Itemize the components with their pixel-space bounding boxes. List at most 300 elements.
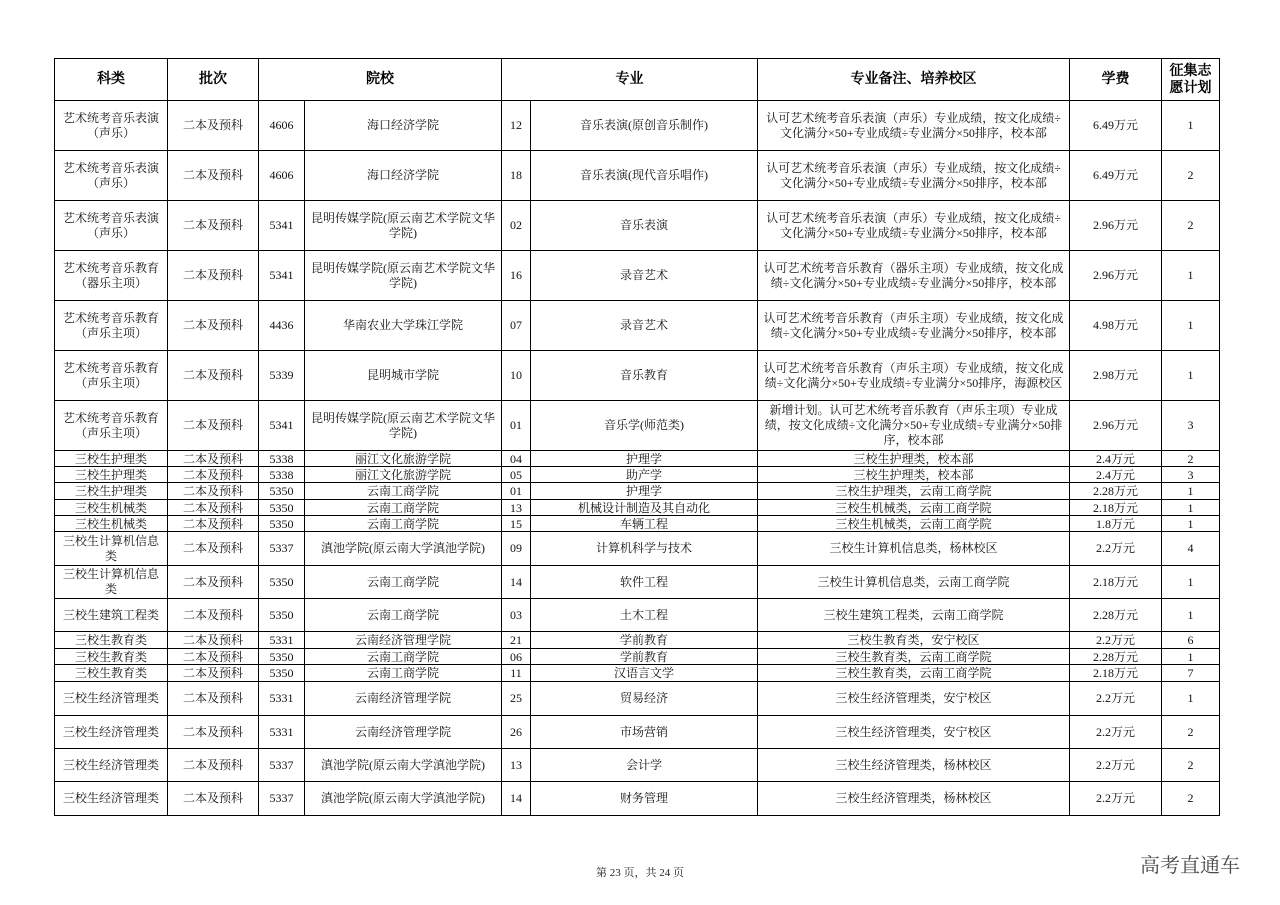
school-name-cell bbox=[305, 201, 502, 251]
fee-cell bbox=[1070, 401, 1162, 451]
school-code-cell bbox=[259, 716, 305, 749]
major-code-cell bbox=[502, 251, 531, 301]
major-code-cell bbox=[502, 483, 531, 500]
remark-text: 三校生护理类，云南工商学院 bbox=[835, 484, 992, 498]
major-name-text: 音乐教育 bbox=[619, 368, 668, 382]
remark-cell bbox=[758, 716, 1070, 749]
fee-text: 2.2万元 bbox=[1095, 633, 1135, 647]
fee-cell bbox=[1070, 516, 1162, 532]
remark-text: 三校生经济管理类，安宁校区 bbox=[835, 724, 992, 739]
school-code-cell-box bbox=[259, 401, 304, 450]
school-code-cell-box bbox=[259, 665, 304, 681]
plan-count-cell-box bbox=[1162, 251, 1219, 300]
major-name-cell bbox=[531, 201, 758, 251]
remark-text: 三校生经济管理类，安宁校区 bbox=[835, 691, 992, 705]
fee-cell bbox=[1070, 500, 1162, 516]
major-name-cell bbox=[531, 351, 758, 401]
category-cell-box bbox=[55, 665, 167, 681]
remark-text: 三校生教育类，安宁校区 bbox=[847, 633, 980, 647]
plan-count-cell bbox=[1162, 516, 1220, 532]
batch-cell bbox=[168, 451, 259, 467]
major-code-text: 21 bbox=[510, 633, 522, 647]
category-text: 艺术统考音乐教育（声乐主项） bbox=[62, 360, 159, 390]
category-text: 三校生护理类 bbox=[74, 451, 147, 466]
major-name-cell-box bbox=[531, 500, 757, 515]
school-code-cell-box bbox=[259, 483, 304, 499]
category-cell bbox=[55, 716, 168, 749]
school-name-cell bbox=[305, 599, 502, 632]
remark-text: 新增计划。认可艺术统考音乐教育（声乐主项）专业成绩，按文化成绩÷文化满分×50+专业成绩÷专业满分×50排序，校本部 bbox=[764, 403, 1063, 447]
category-cell-box bbox=[55, 483, 167, 499]
major-code-cell bbox=[502, 649, 531, 665]
batch-text: 二本及预科 bbox=[182, 633, 243, 647]
major-name-cell bbox=[531, 483, 758, 500]
category-cell-box bbox=[55, 749, 167, 781]
school-code-cell-box bbox=[259, 749, 304, 781]
plan-count-cell bbox=[1162, 201, 1220, 251]
major-name-text: 学前教育 bbox=[619, 649, 668, 664]
batch-cell-box bbox=[168, 665, 258, 681]
major-name-text: 录音艺术 bbox=[619, 268, 668, 282]
major-code-cell-box bbox=[502, 351, 530, 400]
major-code-cell bbox=[502, 351, 531, 401]
table-row bbox=[55, 782, 1220, 816]
category-cell-box bbox=[55, 599, 167, 631]
major-code-cell-box bbox=[502, 716, 530, 748]
major-name-cell bbox=[531, 101, 758, 151]
plan-count-text: 2 bbox=[1187, 168, 1194, 182]
remark-cell-box bbox=[758, 682, 1069, 715]
table-row bbox=[55, 301, 1220, 351]
remark-text: 三校生教育类，云南工商学院 bbox=[835, 649, 992, 664]
category-text: 三校生教育类 bbox=[74, 633, 147, 647]
school-code-text: 5331 bbox=[269, 691, 294, 705]
school-name-text: 云南经济管理学院 bbox=[354, 633, 451, 647]
table-row bbox=[55, 483, 1220, 500]
school-name-cell-box bbox=[305, 301, 501, 350]
school-name-cell-box bbox=[305, 201, 501, 250]
remark-cell-box bbox=[758, 500, 1069, 515]
fee-text: 1.8万元 bbox=[1095, 516, 1135, 531]
major-name-cell-box bbox=[531, 599, 757, 631]
major-code-text: 14 bbox=[510, 574, 522, 589]
school-name-cell bbox=[305, 782, 502, 816]
major-code-text: 14 bbox=[510, 791, 522, 805]
major-name-cell-box bbox=[531, 401, 757, 450]
plan-count-cell-box bbox=[1162, 649, 1219, 664]
school-code-cell bbox=[259, 483, 305, 500]
fee-text: 2.18万元 bbox=[1092, 574, 1138, 589]
plan-count-cell-box bbox=[1162, 500, 1219, 515]
school-name-cell-box bbox=[305, 401, 501, 450]
school-code-cell bbox=[259, 632, 305, 649]
plan-count-text: 2 bbox=[1187, 791, 1194, 805]
page-number: 第 23 页，共 24 页 bbox=[596, 867, 684, 879]
category-cell-box bbox=[55, 351, 167, 400]
major-code-text: 25 bbox=[510, 691, 522, 705]
school-code-cell bbox=[259, 682, 305, 716]
school-code-cell bbox=[259, 532, 305, 566]
school-code-cell bbox=[259, 500, 305, 516]
remark-text: 认可艺术统考音乐教育（声乐主项）专业成绩，按文化成绩÷文化满分×50+专业成绩÷专业满分×50排序，校本部 bbox=[763, 310, 1064, 340]
major-code-cell bbox=[502, 532, 531, 566]
major-code-text: 03 bbox=[510, 607, 522, 622]
category-cell bbox=[55, 649, 168, 665]
table-row bbox=[55, 599, 1220, 632]
plan-count-cell-box bbox=[1162, 301, 1219, 350]
header-remark-cell bbox=[758, 59, 1070, 101]
school-code-cell bbox=[259, 101, 305, 151]
major-code-cell bbox=[502, 665, 531, 682]
plan-count-cell bbox=[1162, 401, 1220, 451]
batch-text: 二本及预科 bbox=[182, 791, 243, 805]
plan-count-cell bbox=[1162, 483, 1220, 500]
fee-cell bbox=[1070, 599, 1162, 632]
remark-text: 三校生计算机信息类，云南工商学院 bbox=[817, 574, 1010, 589]
batch-cell bbox=[168, 716, 259, 749]
major-code-cell-box bbox=[502, 632, 530, 648]
plan-count-cell bbox=[1162, 632, 1220, 649]
category-cell bbox=[55, 532, 168, 566]
fee-cell bbox=[1070, 301, 1162, 351]
plan-count-text: 1 bbox=[1187, 649, 1194, 664]
major-name-cell bbox=[531, 516, 758, 532]
table-row bbox=[55, 682, 1220, 716]
major-name-text: 财务管理 bbox=[619, 791, 668, 805]
category-cell bbox=[55, 632, 168, 649]
category-cell-box bbox=[55, 566, 167, 598]
category-text: 三校生计算机信息类 bbox=[62, 533, 159, 563]
category-cell-box bbox=[55, 451, 167, 466]
school-name-cell bbox=[305, 649, 502, 665]
school-name-text: 云南工商学院 bbox=[366, 500, 439, 515]
major-name-cell-box bbox=[531, 566, 757, 598]
fee-text: 2.2万元 bbox=[1095, 757, 1135, 772]
batch-cell-box bbox=[168, 201, 258, 250]
fee-cell bbox=[1070, 566, 1162, 599]
fee-cell-box bbox=[1070, 516, 1161, 531]
plan-count-cell bbox=[1162, 665, 1220, 682]
category-cell bbox=[55, 451, 168, 467]
remark-cell bbox=[758, 251, 1070, 301]
major-code-cell-box bbox=[502, 665, 530, 681]
major-name-text: 土木工程 bbox=[619, 607, 668, 622]
school-code-cell-box bbox=[259, 151, 304, 200]
school-code-cell-box bbox=[259, 451, 304, 466]
category-cell-box bbox=[55, 500, 167, 515]
batch-cell-box bbox=[168, 483, 258, 499]
fee-cell-box bbox=[1070, 749, 1161, 781]
major-code-cell bbox=[502, 749, 531, 782]
category-text: 三校生教育类 bbox=[74, 666, 147, 680]
school-name-cell-box bbox=[305, 649, 501, 664]
major-name-cell-box bbox=[531, 351, 757, 400]
fee-text: 2.2万元 bbox=[1095, 691, 1135, 705]
major-code-text: 07 bbox=[510, 318, 522, 332]
batch-cell bbox=[168, 566, 259, 599]
school-name-text: 云南工商学院 bbox=[366, 649, 439, 664]
batch-cell-box bbox=[168, 599, 258, 631]
category-text: 艺术统考音乐教育（声乐主项） bbox=[62, 310, 159, 340]
category-cell bbox=[55, 599, 168, 632]
plan-count-cell-box bbox=[1162, 632, 1219, 648]
school-name-cell bbox=[305, 682, 502, 716]
school-name-text: 云南工商学院 bbox=[366, 607, 439, 622]
remark-cell bbox=[758, 632, 1070, 649]
major-name-cell bbox=[531, 649, 758, 665]
major-name-cell-box bbox=[531, 467, 757, 482]
major-code-cell bbox=[502, 401, 531, 451]
major-code-text: 11 bbox=[510, 666, 522, 680]
category-text: 三校生建筑工程类 bbox=[62, 607, 159, 622]
batch-text: 二本及预科 bbox=[182, 318, 243, 332]
school-code-cell bbox=[259, 599, 305, 632]
table-row bbox=[55, 101, 1220, 151]
fee-text: 2.2万元 bbox=[1095, 541, 1135, 555]
plan-count-cell-box bbox=[1162, 151, 1219, 200]
plan-count-text: 2 bbox=[1187, 724, 1194, 739]
batch-text: 二本及预科 bbox=[182, 516, 243, 531]
category-cell-box bbox=[55, 151, 167, 200]
batch-cell bbox=[168, 782, 259, 816]
plan-count-cell-box bbox=[1162, 101, 1219, 150]
school-name-text: 昆明传媒学院(原云南艺术学院文华学院) bbox=[311, 210, 495, 240]
major-code-cell-box bbox=[502, 782, 530, 815]
major-code-cell-box bbox=[502, 401, 530, 450]
plan-count-text: 1 bbox=[1187, 368, 1194, 382]
batch-cell bbox=[168, 467, 259, 483]
category-text: 艺术统考音乐表演（声乐） bbox=[62, 160, 159, 190]
category-cell bbox=[55, 782, 168, 816]
category-cell bbox=[55, 566, 168, 599]
fee-cell-box bbox=[1070, 401, 1161, 450]
remark-cell bbox=[758, 201, 1070, 251]
remark-text: 三校生教育类，云南工商学院 bbox=[835, 666, 992, 680]
remark-cell bbox=[758, 151, 1070, 201]
batch-cell-box bbox=[168, 632, 258, 648]
batch-text: 二本及预科 bbox=[182, 649, 243, 664]
school-code-text: 5338 bbox=[269, 451, 294, 466]
fee-text: 2.28万元 bbox=[1092, 484, 1138, 498]
plan-count-cell bbox=[1162, 566, 1220, 599]
school-code-text: 5350 bbox=[269, 607, 294, 622]
school-name-cell bbox=[305, 632, 502, 649]
table-row bbox=[55, 649, 1220, 665]
fee-cell-box bbox=[1070, 201, 1161, 250]
remark-cell bbox=[758, 782, 1070, 816]
school-name-cell bbox=[305, 151, 502, 201]
fee-cell-box bbox=[1070, 351, 1161, 400]
fee-text: 2.96万元 bbox=[1092, 268, 1138, 282]
batch-text: 二本及预科 bbox=[182, 218, 243, 232]
school-name-cell-box bbox=[305, 749, 501, 781]
plan-count-text: 1 bbox=[1187, 484, 1194, 498]
major-code-cell-box bbox=[502, 451, 530, 466]
remark-cell bbox=[758, 566, 1070, 599]
plan-count-text: 2 bbox=[1187, 451, 1194, 466]
plan-count-text: 3 bbox=[1187, 418, 1194, 432]
category-cell bbox=[55, 351, 168, 401]
batch-cell bbox=[168, 101, 259, 151]
fee-cell-box bbox=[1070, 101, 1161, 150]
major-name-text: 学前教育 bbox=[619, 633, 668, 647]
table-row bbox=[55, 467, 1220, 483]
remark-text: 认可艺术统考音乐教育（声乐主项）专业成绩，按文化成绩÷文化满分×50+专业成绩÷专业满分×50排序，海源校区 bbox=[763, 360, 1064, 390]
header-fee-cell bbox=[1070, 59, 1162, 101]
major-name-cell-box bbox=[531, 682, 757, 715]
remark-cell bbox=[758, 649, 1070, 665]
remark-text: 三校生经济管理类，杨林校区 bbox=[835, 757, 992, 772]
major-code-cell-box bbox=[502, 201, 530, 250]
major-code-text: 02 bbox=[510, 218, 522, 232]
category-cell-box bbox=[55, 201, 167, 250]
school-name-text: 云南经济管理学院 bbox=[354, 724, 451, 739]
school-name-text: 华南农业大学珠江学院 bbox=[342, 318, 463, 332]
school-name-text: 云南工商学院 bbox=[366, 574, 439, 589]
plan-count-text: 1 bbox=[1187, 574, 1194, 589]
major-name-cell-box bbox=[531, 632, 757, 648]
table-row bbox=[55, 251, 1220, 301]
school-code-cell bbox=[259, 649, 305, 665]
remark-cell bbox=[758, 483, 1070, 500]
fee-cell bbox=[1070, 632, 1162, 649]
fee-cell bbox=[1070, 749, 1162, 782]
header-remark: 专业备注、培养校区 bbox=[850, 71, 977, 87]
batch-cell-box bbox=[168, 682, 258, 715]
school-name-cell bbox=[305, 716, 502, 749]
plan-count-cell bbox=[1162, 251, 1220, 301]
major-code-cell-box bbox=[502, 649, 530, 664]
plan-count-cell-box bbox=[1162, 201, 1219, 250]
school-code-cell-box bbox=[259, 632, 304, 648]
fee-cell bbox=[1070, 451, 1162, 467]
batch-text: 二本及预科 bbox=[182, 168, 243, 182]
major-name-cell-box bbox=[531, 301, 757, 350]
major-name-cell-box bbox=[531, 532, 757, 565]
fee-text: 6.49万元 bbox=[1092, 168, 1138, 182]
fee-cell-box bbox=[1070, 682, 1161, 715]
major-code-cell bbox=[502, 782, 531, 816]
school-code-text: 5337 bbox=[269, 541, 294, 555]
plan-count-cell-box bbox=[1162, 483, 1219, 499]
major-code-cell bbox=[502, 516, 531, 532]
fee-cell-box bbox=[1070, 451, 1161, 466]
plan-count-cell-box bbox=[1162, 782, 1219, 815]
batch-text: 二本及预科 bbox=[182, 574, 243, 589]
major-name-cell bbox=[531, 749, 758, 782]
remark-cell-box bbox=[758, 716, 1069, 748]
major-code-text: 09 bbox=[510, 541, 522, 555]
remark-text: 三校生经济管理类，杨林校区 bbox=[835, 791, 992, 805]
major-code-cell-box bbox=[502, 151, 530, 200]
school-code-text: 4606 bbox=[269, 118, 294, 132]
major-code-cell-box bbox=[502, 682, 530, 715]
major-name-text: 助产学 bbox=[625, 467, 662, 482]
plan-count-cell bbox=[1162, 151, 1220, 201]
admission-plan-table bbox=[54, 58, 1220, 816]
fee-cell-box bbox=[1070, 782, 1161, 815]
header-category-cell bbox=[55, 59, 168, 101]
plan-count-text: 1 bbox=[1187, 318, 1194, 332]
school-name-text: 丽江文化旅游学院 bbox=[354, 451, 451, 466]
school-name-text: 云南工商学院 bbox=[366, 666, 439, 680]
category-text: 三校生经济管理类 bbox=[62, 791, 159, 805]
batch-cell bbox=[168, 516, 259, 532]
plan-count-cell-box bbox=[1162, 599, 1219, 631]
fee-text: 2.18万元 bbox=[1092, 500, 1138, 515]
batch-cell-box bbox=[168, 516, 258, 531]
school-code-text: 5350 bbox=[269, 516, 294, 531]
major-code-text: 13 bbox=[510, 500, 522, 515]
school-name-cell-box bbox=[305, 483, 501, 499]
fee-cell bbox=[1070, 649, 1162, 665]
school-name-cell bbox=[305, 101, 502, 151]
school-code-text: 5331 bbox=[269, 724, 294, 739]
major-name-cell bbox=[531, 467, 758, 483]
school-code-text: 5331 bbox=[269, 633, 294, 647]
school-name-cell-box bbox=[305, 782, 501, 815]
major-name-text: 贸易经济 bbox=[619, 691, 668, 705]
category-cell bbox=[55, 682, 168, 716]
school-name-cell-box bbox=[305, 665, 501, 681]
major-code-text: 18 bbox=[510, 168, 522, 182]
remark-text: 三校生计算机信息类，杨林校区 bbox=[829, 541, 998, 555]
school-name-text: 昆明传媒学院(原云南艺术学院文华学院) bbox=[311, 410, 495, 440]
school-name-cell-box bbox=[305, 101, 501, 150]
major-code-text: 06 bbox=[510, 649, 522, 664]
major-code-cell-box bbox=[502, 101, 530, 150]
batch-cell-box bbox=[168, 301, 258, 350]
school-code-cell bbox=[259, 301, 305, 351]
category-cell bbox=[55, 500, 168, 516]
major-code-text: 05 bbox=[510, 467, 522, 482]
school-name-cell-box bbox=[305, 500, 501, 515]
school-code-cell bbox=[259, 467, 305, 483]
major-code-cell-box bbox=[502, 301, 530, 350]
school-name-cell bbox=[305, 451, 502, 467]
school-name-cell-box bbox=[305, 632, 501, 648]
remark-cell bbox=[758, 516, 1070, 532]
school-code-cell bbox=[259, 351, 305, 401]
major-code-cell-box bbox=[502, 532, 530, 565]
fee-text: 2.28万元 bbox=[1092, 607, 1138, 622]
category-cell-box bbox=[55, 682, 167, 715]
batch-cell-box bbox=[168, 532, 258, 565]
school-name-text: 滇池学院(原云南大学滇池学院) bbox=[321, 541, 485, 555]
remark-cell-box bbox=[758, 151, 1069, 200]
plan-count-text: 6 bbox=[1187, 633, 1194, 647]
remark-text: 三校生建筑工程类，云南工商学院 bbox=[823, 607, 1004, 622]
plan-count-text: 1 bbox=[1187, 118, 1194, 132]
school-code-cell-box bbox=[259, 682, 304, 715]
school-code-text: 5341 bbox=[269, 218, 294, 232]
table-row bbox=[55, 632, 1220, 649]
fee-cell bbox=[1070, 682, 1162, 716]
major-code-cell-box bbox=[502, 749, 530, 781]
category-cell-box bbox=[55, 649, 167, 664]
remark-cell-box bbox=[758, 101, 1069, 150]
batch-text: 二本及预科 bbox=[182, 268, 243, 282]
category-cell-box bbox=[55, 401, 167, 450]
batch-cell bbox=[168, 500, 259, 516]
school-code-text: 5339 bbox=[269, 368, 294, 382]
batch-cell bbox=[168, 599, 259, 632]
major-name-cell bbox=[531, 782, 758, 816]
plan-count-cell bbox=[1162, 101, 1220, 151]
remark-text: 认可艺术统考音乐表演（声乐）专业成绩，按文化成绩÷文化满分×50+专业成绩÷专业满分×50排序，校本部 bbox=[766, 110, 1061, 140]
school-name-cell-box bbox=[305, 516, 501, 531]
major-name-cell-box bbox=[531, 201, 757, 250]
